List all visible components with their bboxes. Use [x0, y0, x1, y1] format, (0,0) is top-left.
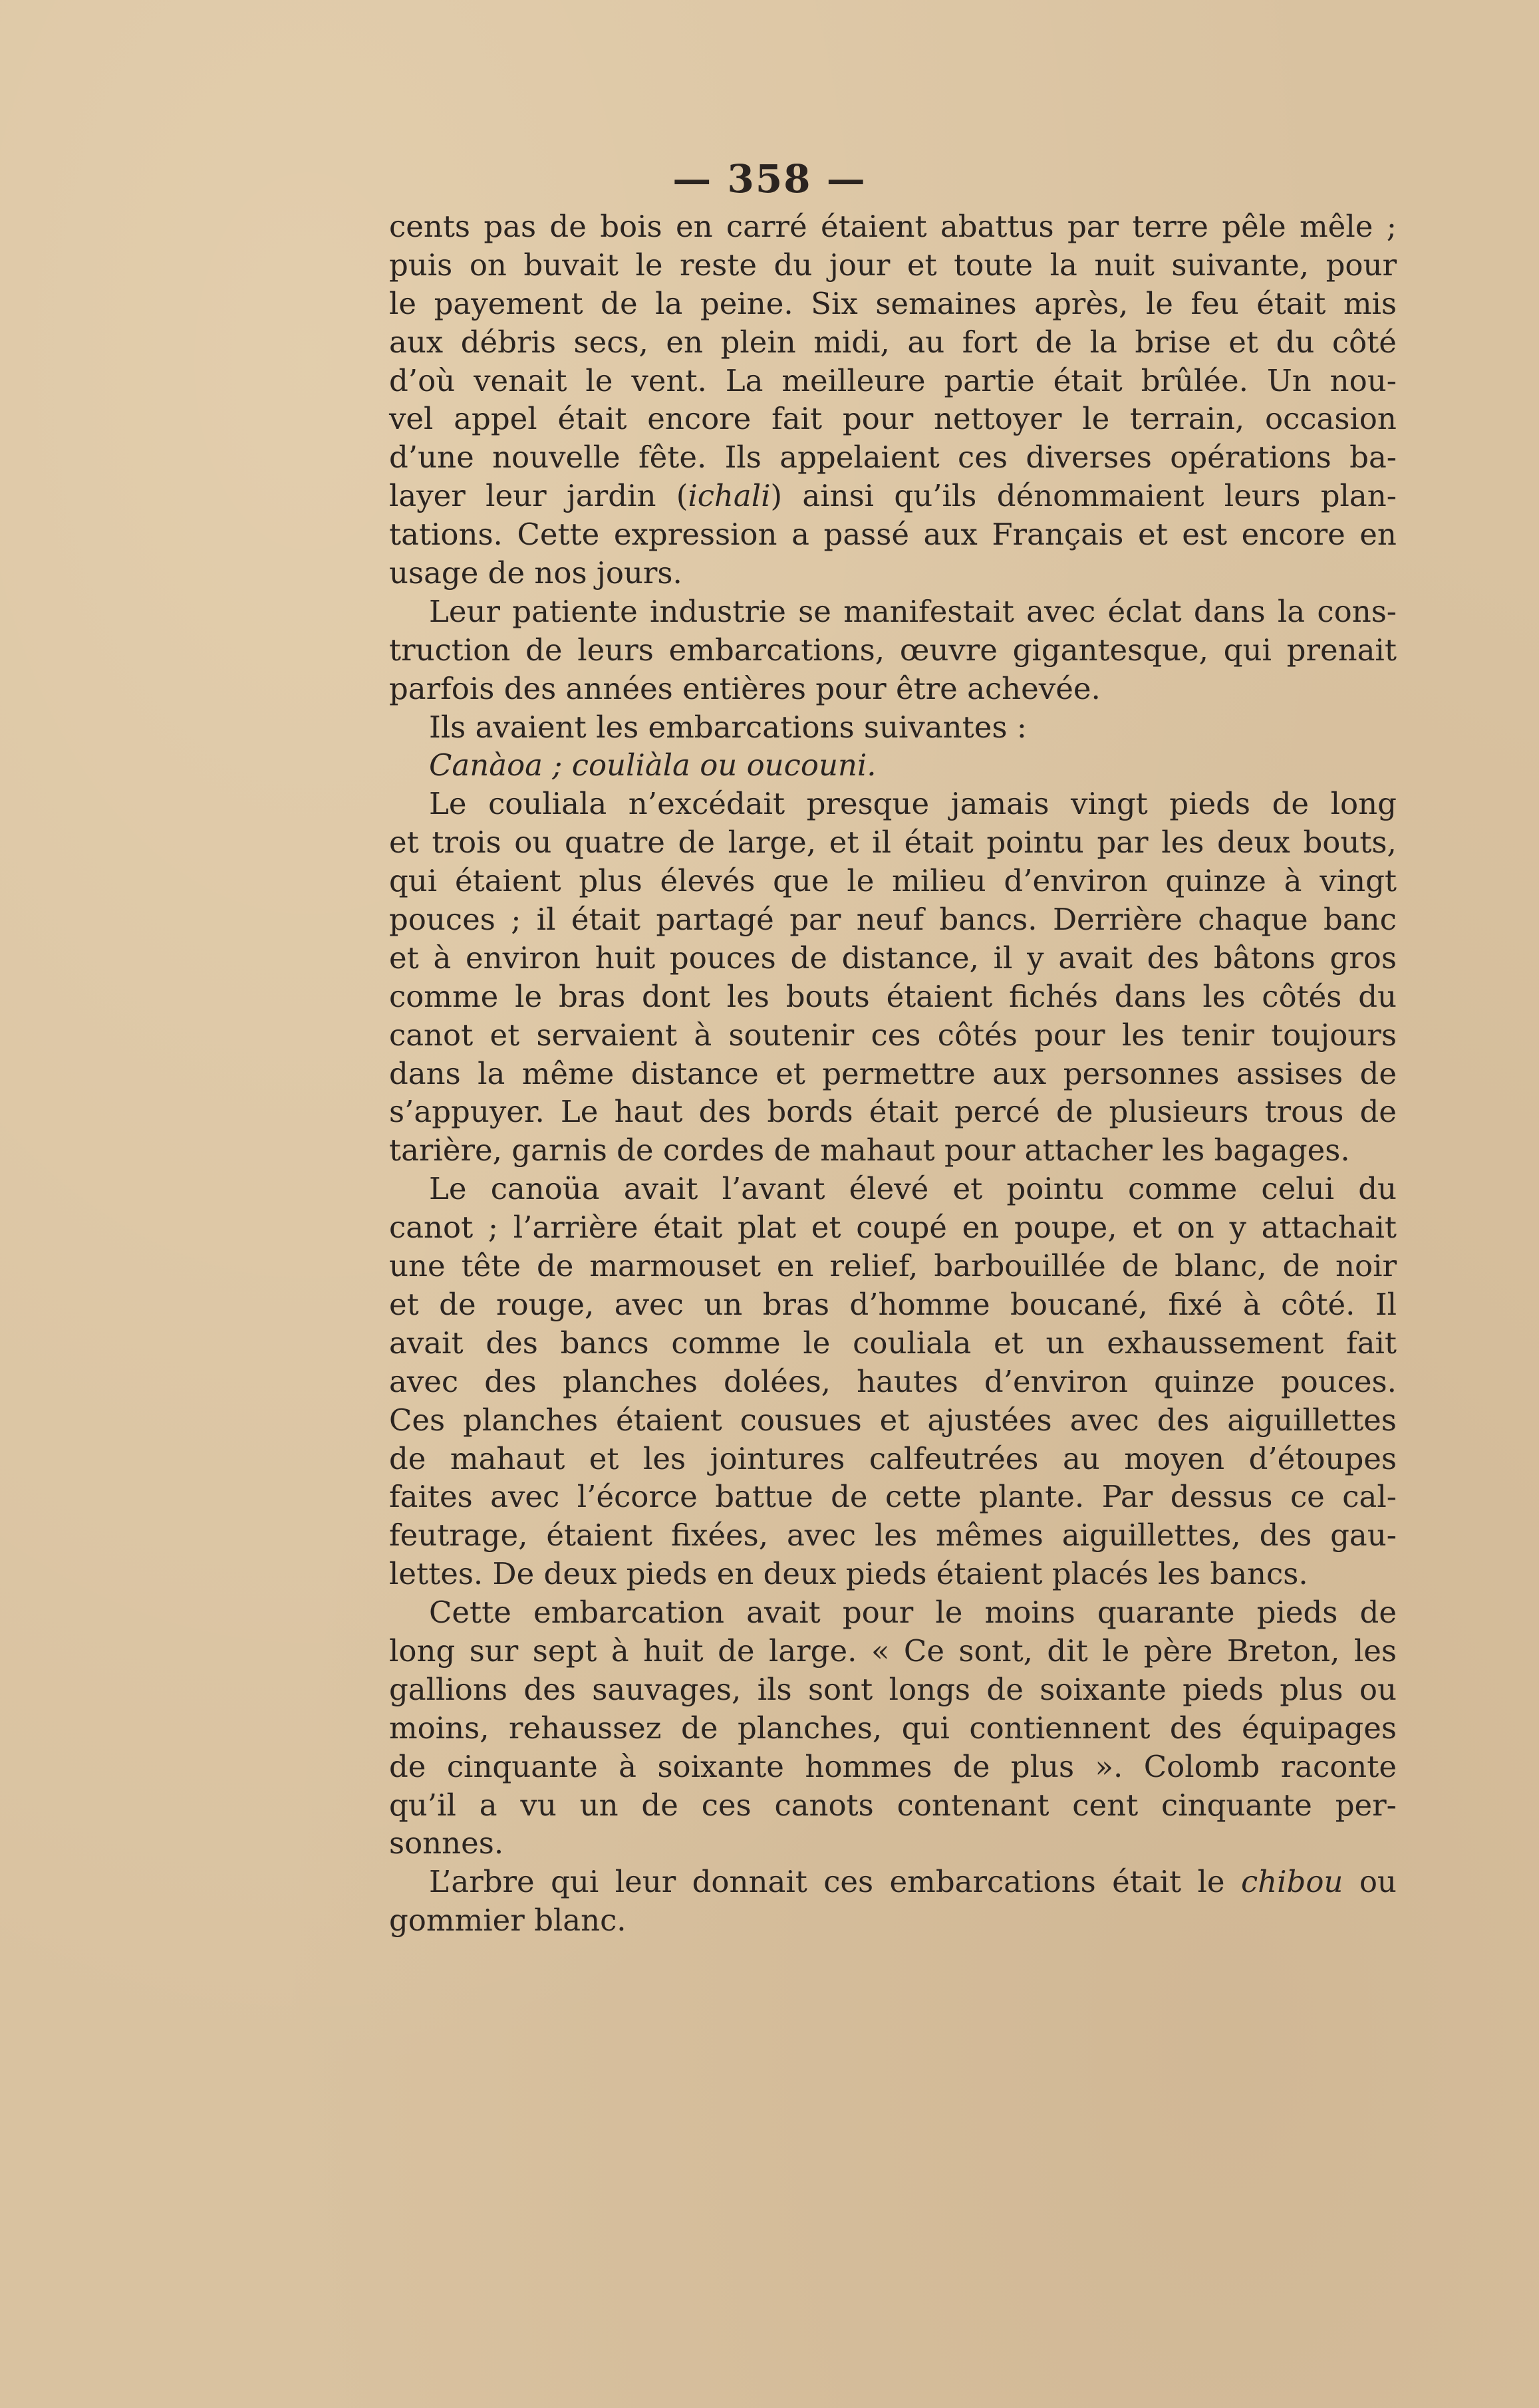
text-line: lettes. De deux pieds en deux pieds étaient placés les bancs.: [389, 1556, 1308, 1592]
text-line: canot et servaient à soutenir ces côtés pour les tenir toujours: [389, 1017, 1397, 1053]
text-line: avec des planches dolées, hautes d’environ quinze pouces.: [389, 1363, 1397, 1399]
text-line: usage de nos jours.: [389, 555, 682, 591]
text-line: gommier blanc.: [389, 1903, 627, 1939]
text-line: L’arbre qui leur donnait ces embarcations était le chibou ou: [429, 1864, 1397, 1900]
text-line: et de rouge, avec un bras d’homme boucané, fixé à côté. Il: [389, 1286, 1397, 1322]
text-line: s’appuyer. Le haut des bords était percé de plusieurs trous de: [389, 1094, 1397, 1130]
text-line: vel appel était encore fait pour nettoyer le terrain, occasion: [389, 401, 1397, 437]
text-line: truction de leurs embarcations, œuvre gigantesque, qui prenait: [389, 632, 1397, 668]
text-line: Cette embarcation avait pour le moins quarante pieds de: [429, 1595, 1397, 1631]
text-line: Le couliala n’excédait presque jamais vingt pieds de long: [429, 786, 1397, 822]
text-line: d’une nouvelle fête. Ils appelaient ces diverses opérations ba-: [389, 440, 1397, 475]
text-line: sonnes.: [389, 1825, 504, 1861]
text-line: aux débris secs, en plein midi, au fort de la brise et du côté: [389, 324, 1397, 360]
text-line: Ils avaient les embarcations suivantes :: [429, 709, 1027, 745]
text-line: le payement de la peine. Six semaines après, le feu était mis: [389, 285, 1397, 321]
text-line: tations. Cette expression a passé aux Français et est encore en: [389, 517, 1397, 553]
text-line: et à environ huit pouces de distance, il y avait des bâtons gros: [389, 940, 1397, 976]
text-line: parfois des années entières pour être achevée.: [389, 670, 1101, 706]
text-line: comme le bras dont les bouts étaient fichés dans les côtés du: [389, 978, 1397, 1014]
text-line: pouces ; il était partagé par neuf bancs. Derrière chaque banc: [389, 902, 1397, 938]
text-line: avait des bancs comme le couliala et un exhaussement fait: [389, 1325, 1397, 1361]
text-line: dans la même distance et permettre aux personnes assises de: [389, 1055, 1397, 1091]
text-line: Canàoa ; couliàla ou oucouni.: [429, 747, 877, 783]
text-line: Le canoüa avait l’avant élevé et pointu comme celui du: [429, 1171, 1397, 1207]
text-line: de mahaut et les jointures calfeutrées au moyen d’étoupes: [389, 1440, 1397, 1476]
page-number: — 358 —: [672, 156, 867, 201]
text-line: gallions des sauvages, ils sont longs de soixante pieds plus ou: [389, 1671, 1397, 1707]
text-line: qui étaient plus élevés que le milieu d’environ quinze à vingt: [389, 863, 1397, 899]
text-line: faites avec l’écorce battue de cette plante. Par dessus ce cal-: [389, 1479, 1397, 1515]
text-line: de cinquante à soixante hommes de plus ». Colomb raconte: [389, 1748, 1397, 1784]
text-line: Ces planches étaient cousues et ajustées avec des aiguillettes: [389, 1402, 1397, 1438]
text-line: tarière, garnis de cordes de mahaut pour attacher les bagages.: [389, 1133, 1350, 1168]
text-line: et trois ou quatre de large, et il était pointu par les deux bouts,: [389, 825, 1397, 861]
text-line: une tête de marmouset en relief, barbouillée de blanc, de noir: [389, 1248, 1397, 1284]
text-line: layer leur jardin (ichali) ainsi qu’ils dénommaient leurs plan-: [389, 478, 1397, 514]
text-line: Leur patiente industrie se manifestait avec éclat dans la cons-: [429, 593, 1397, 629]
body-text: [389, 207, 1397, 1940]
text-line: cents pas de bois en carré étaient abattus par terre pêle mêle ;: [389, 209, 1397, 244]
text-line: canot ; l’arrière était plat et coupé en poupe, et on y attachait: [389, 1210, 1397, 1246]
text-line: moins, rehaussez de planches, qui contiennent des équipages: [389, 1710, 1397, 1746]
text-line: feutrage, étaient fixées, avec les mêmes aiguillettes, des gau-: [389, 1518, 1397, 1553]
text-line: puis on buvait le reste du jour et toute la nuit suivante, pour: [389, 247, 1397, 283]
text-line: qu’il a vu un de ces canots contenant cent cinquante per-: [389, 1787, 1397, 1823]
text-line: long sur sept à huit de large. « Ce sont, dit le père Breton, les: [389, 1633, 1397, 1669]
text-line: d’où venait le vent. La meilleure partie était brûlée. Un nou-: [389, 362, 1397, 398]
